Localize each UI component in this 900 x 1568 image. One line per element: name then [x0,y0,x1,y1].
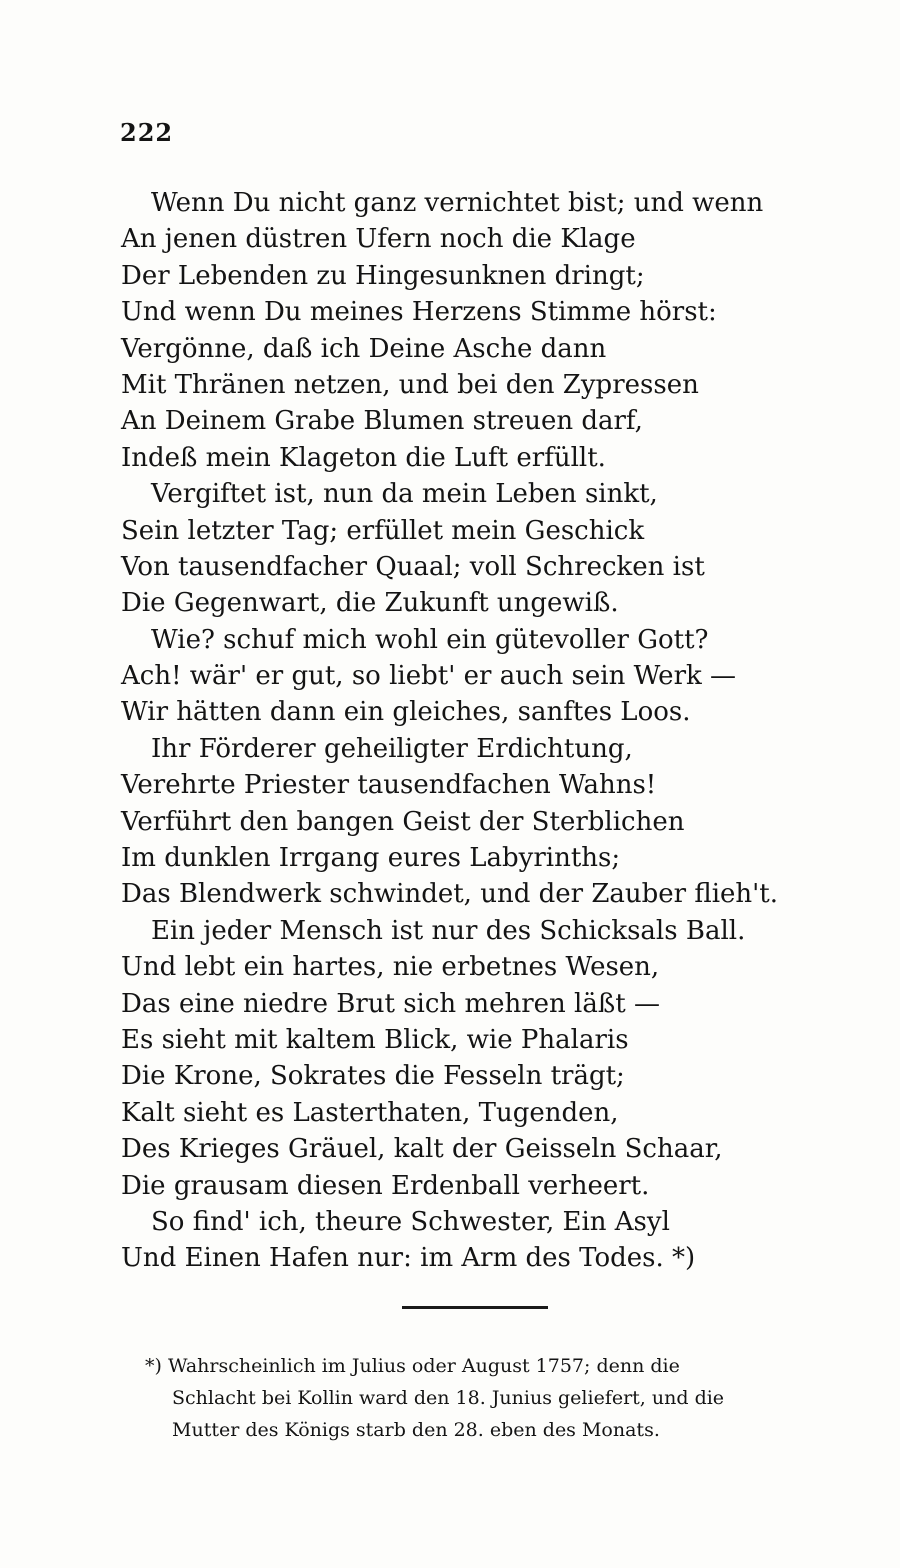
poem-line: Das eine niedre Brut sich mehren läßt — [121,988,660,1019]
poem-line: Indeß mein Klageton die Luft erfüllt. [121,442,606,473]
page-number: 222 [120,118,174,147]
poem-line: Verführt den bangen Geist der Sterblichen [121,806,685,837]
footnote-divider [402,1306,548,1309]
poem-line: Kalt sieht es Lasterthaten, Tugenden, [121,1097,619,1128]
stanza-1 [0,185,900,476]
poem-line: Das Blendwerk schwindet, und der Zauber flieh't. [121,879,779,910]
poem-line: Des Krieges Gräuel, kalt der Geisseln Schaar, [121,1134,723,1165]
poem-line: Wir hätten dann ein gleiches, sanftes Loos. [121,697,691,728]
poem-line: Verehrte Priester tausendfachen Wahns! [121,770,657,801]
stanza-5 [0,913,900,1204]
poem-line: Mit Thränen netzen, und bei den Zypressen [121,369,699,400]
poem-line: Sein letzter Tag; erfüllet mein Geschick [121,515,645,546]
poem-line: An jenen düstren Ufern noch die Klage [121,224,636,255]
poem-line: Und lebt ein hartes, nie erbetnes Wesen, [121,952,660,983]
poem-line: Der Lebenden zu Hingesunknen dringt; [121,260,645,291]
stanza-4 [0,731,900,913]
poem-line: Vergiftet ist, nun da mein Leben sinkt, [151,479,658,510]
footnote-line: Mutter des Königs starb den 28. eben des Monats. [172,1419,660,1441]
footnote-line: *) Wahrscheinlich im Julius oder August 1757; denn die [145,1355,680,1377]
poem-line: Wie? schuf mich wohl ein gütevoller Gott? [151,624,709,655]
poem [0,185,900,1277]
stanza-6 [0,1204,900,1277]
poem-line: So find' ich, theure Schwester, Ein Asyl [151,1206,670,1237]
poem-line: Die Krone, Sokrates die Fesseln trägt; [121,1061,625,1092]
footnote-line: Schlacht bei Kollin ward den 18. Junius geliefert, und die [172,1387,725,1409]
poem-line: Wenn Du nicht ganz vernichtet bist; und wenn [151,188,764,218]
poem-line: An Deinem Grabe Blumen streuen darf, [121,406,643,437]
stanza-2 [0,476,900,622]
poem-line: Ihr Förderer geheiligter Erdichtung, [151,733,633,764]
poem-line: Und wenn Du meines Herzens Stimme hörst: [121,297,717,328]
poem-line: Es sieht mit kaltem Blick, wie Phalaris [121,1024,629,1055]
poem-line: Und Einen Hafen nur: im Arm des Todes. *) [121,1243,696,1274]
poem-line: Vergönne, daß ich Deine Asche dann [121,333,607,364]
poem-line: Die Gegenwart, die Zukunft ungewiß. [121,588,619,619]
footnote [0,1350,900,1446]
stanza-3 [0,622,900,731]
poem-line: Die grausam diesen Erdenball verheert. [121,1170,650,1201]
poem-line: Im dunklen Irrgang eures Labyrinths; [121,843,621,874]
poem-line: Ach! wär' er gut, so liebt' er auch sein Werk — [121,661,737,692]
poem-line: Ein jeder Mensch ist nur des Schicksals Ball. [151,915,746,946]
poem-line: Von tausendfacher Quaal; voll Schrecken ist [121,551,705,582]
